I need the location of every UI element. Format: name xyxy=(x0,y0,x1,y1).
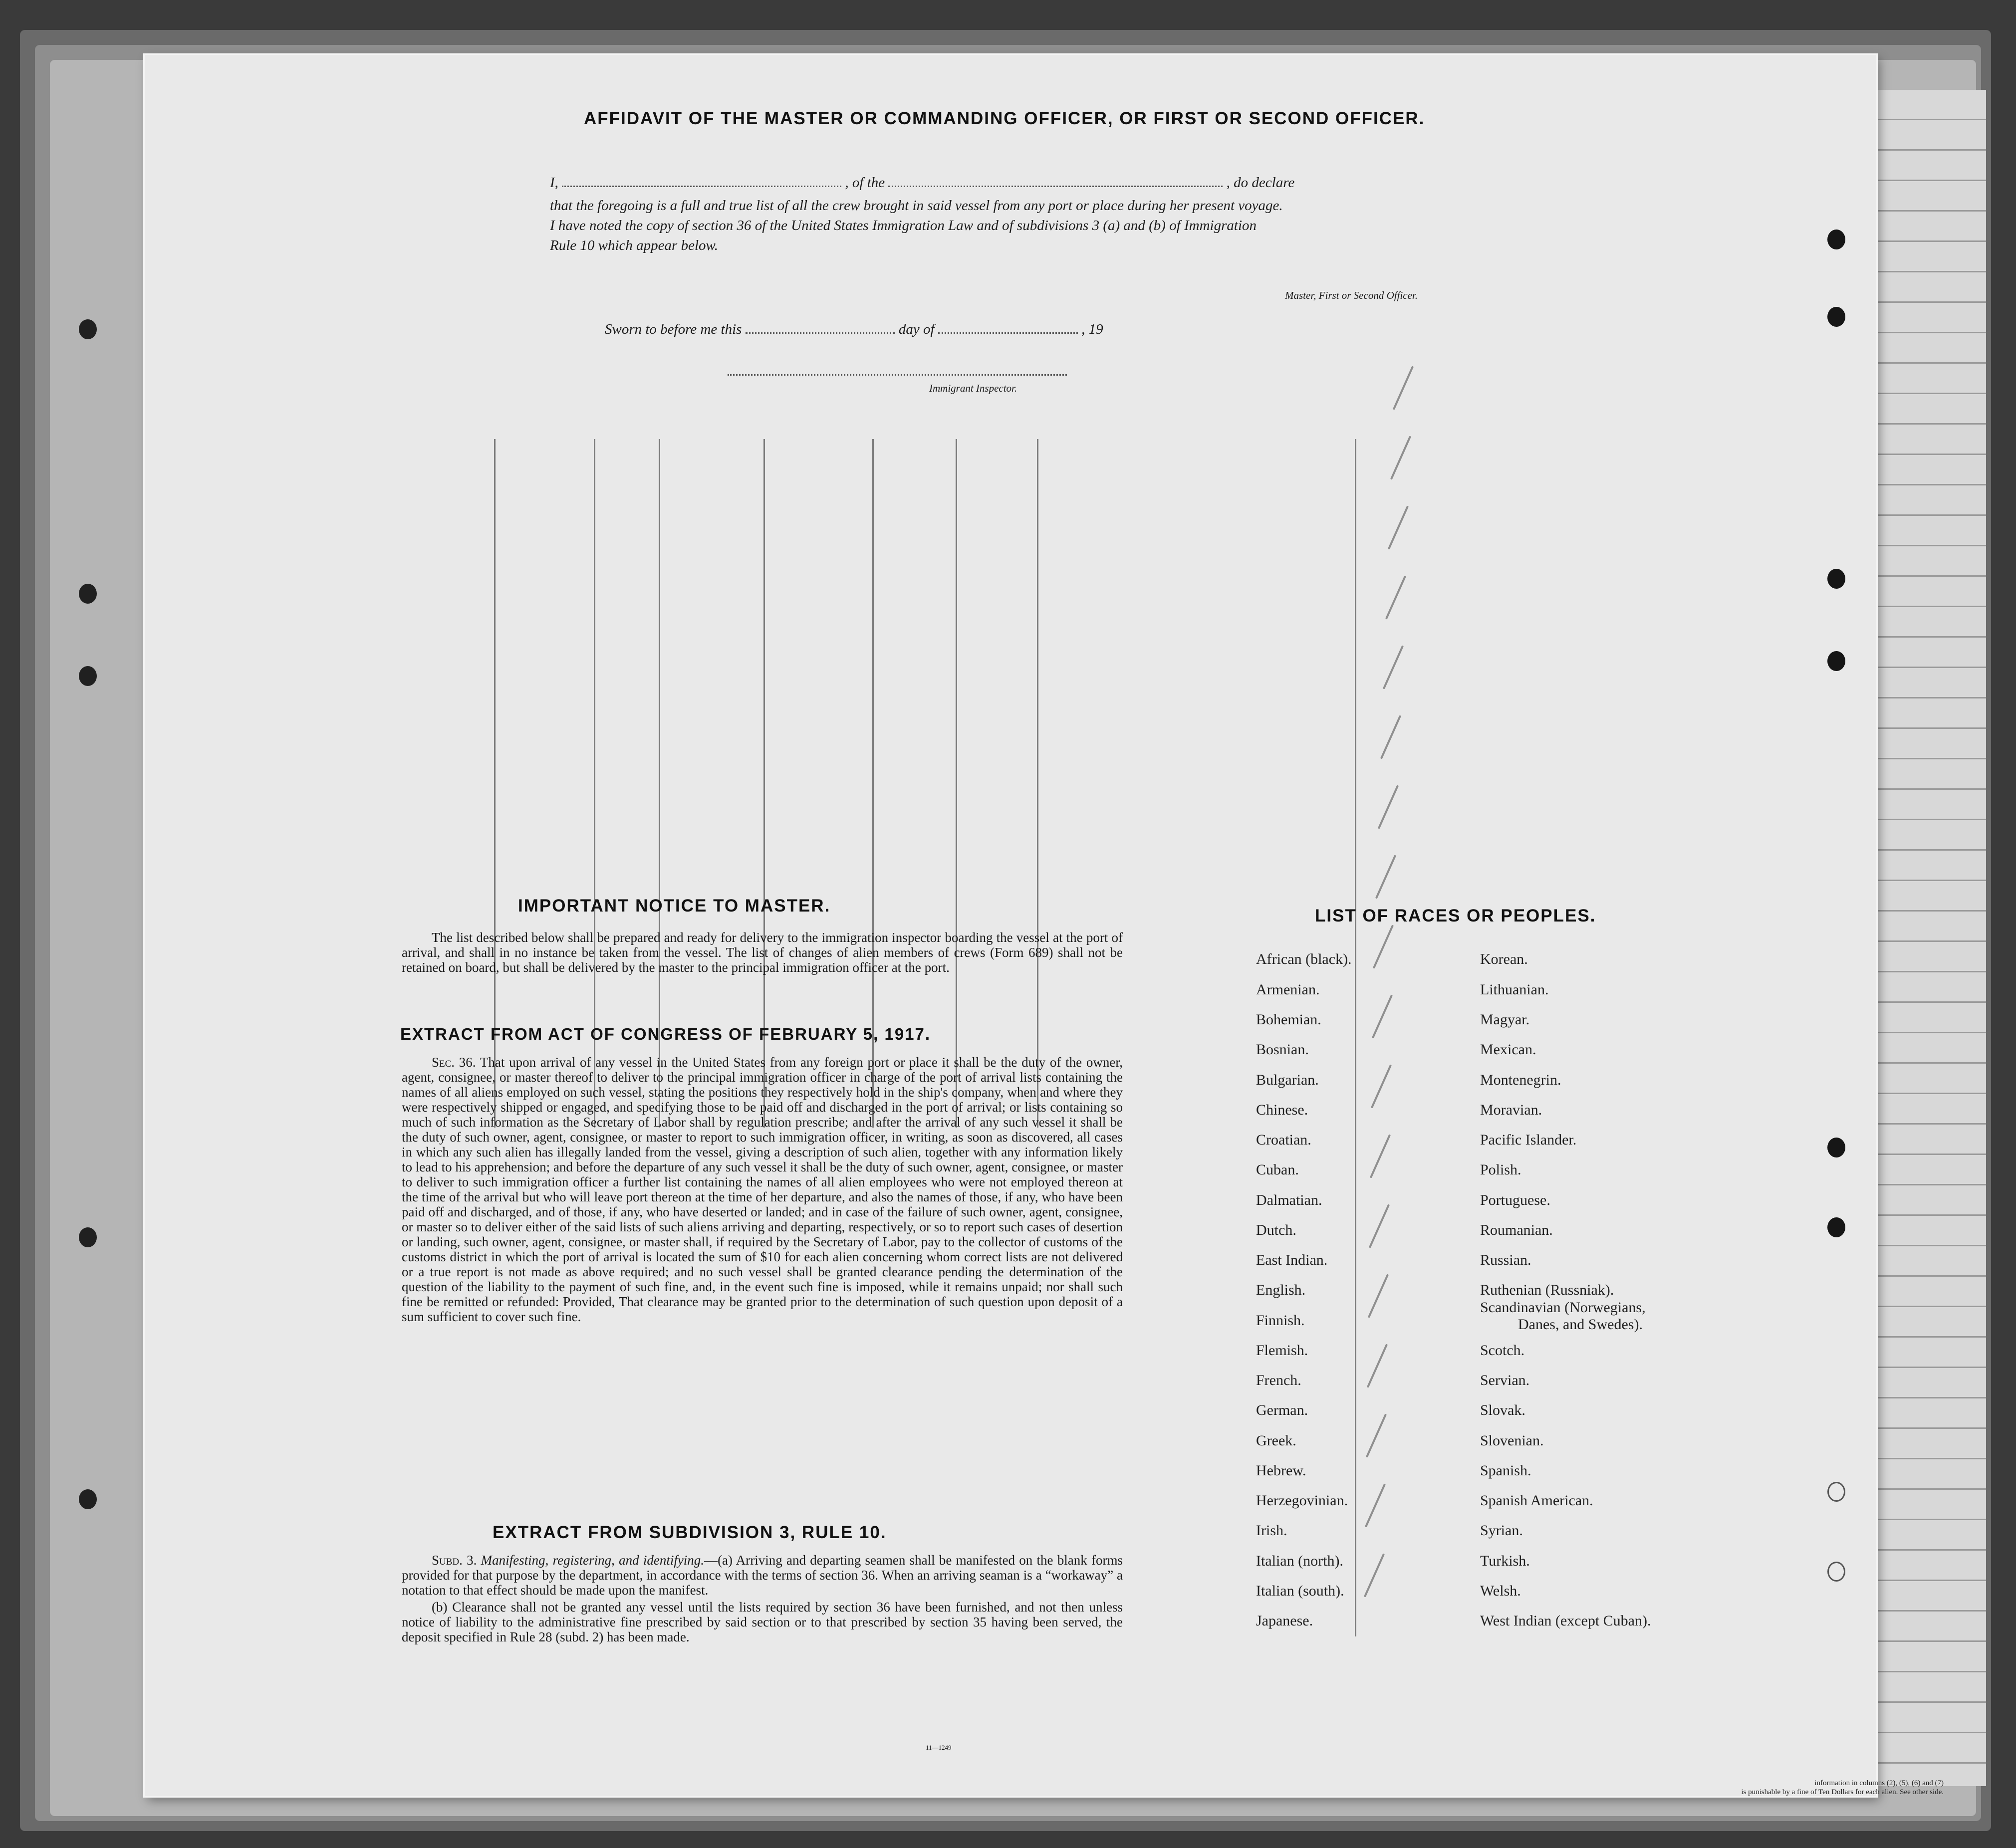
race-item: East Indian. xyxy=(1256,1252,1328,1268)
race-item: Turkish. xyxy=(1480,1553,1530,1569)
race-item: Moravian. xyxy=(1480,1102,1542,1118)
race-item: Italian (south). xyxy=(1256,1583,1344,1599)
manifest-page xyxy=(145,55,1876,1796)
race-item: Dalmatian. xyxy=(1256,1192,1322,1208)
race-item: Cuban. xyxy=(1256,1161,1299,1178)
race-item: African (black). xyxy=(1256,951,1352,967)
race-item: Ruthenian (Russniak). xyxy=(1480,1282,1614,1298)
column-rule xyxy=(763,439,765,1128)
master-signature-label: Master, First or Second Officer. xyxy=(1285,289,1418,301)
rule-title: EXTRACT FROM SUBDIVISION 3, RULE 10. xyxy=(493,1523,887,1542)
race-item: Greek. xyxy=(1256,1432,1296,1449)
year-label: , 19 xyxy=(1081,321,1103,337)
race-item: Italian (north). xyxy=(1256,1553,1343,1569)
race-item: Korean. xyxy=(1480,951,1528,967)
act-text-block xyxy=(402,1055,1123,1326)
column-rule xyxy=(1355,439,1356,1636)
race-item: Herzegovinian. xyxy=(1256,1492,1348,1509)
race-item: Bosnian. xyxy=(1256,1041,1309,1058)
punch-hole-reinforced xyxy=(1827,1482,1845,1502)
race-item: Roumanian. xyxy=(1480,1222,1553,1238)
race-item: Flemish. xyxy=(1256,1342,1308,1359)
race-item: Lithuanian. xyxy=(1480,981,1549,998)
race-item: English. xyxy=(1256,1282,1306,1298)
column-rule xyxy=(659,439,660,1128)
race-item: Syrian. xyxy=(1480,1522,1523,1539)
race-item: Magyar. xyxy=(1480,1011,1530,1028)
race-item: Dutch. xyxy=(1256,1222,1296,1238)
rule-para-b: (b) Clearance shall not be granted any vessel until the lists required by section 36 have been furnished, and not then unless notice of liability to the administrative fine prescribed by said section or to that prescribed by section 35 having been served, the deposit specified in Rule 28 (subd. 2) has been made. xyxy=(402,1600,1123,1644)
affidavit-title: AFFIDAVIT OF THE MASTER OR COMMANDING OFFICER, OR FIRST OR SECOND OFFICER. xyxy=(584,109,1425,128)
notice-text: The list described below shall be prepared and ready for delivery to the immigration inspector boarding the vessel at the port of arrival, and shall in no instance be taken from the vessel. The list of changes of alien members of crews (Form 689) shall not be retained on board, but shall be delivered by the master to the principal immigration officer at the port. xyxy=(402,930,1123,975)
race-item: Bohemian. xyxy=(1256,1011,1321,1028)
punch-hole xyxy=(1827,230,1845,249)
race-item: French. xyxy=(1256,1372,1301,1388)
race-item: Russian. xyxy=(1480,1252,1531,1268)
affidavit-i: I, xyxy=(550,175,558,191)
affidavit-body xyxy=(550,196,1283,255)
inspector-signature-line xyxy=(728,374,1067,376)
rule-text-block xyxy=(402,1553,1123,1646)
act-title: EXTRACT FROM ACT OF CONGRESS OF FEBRUARY 5, 1917. xyxy=(400,1025,931,1043)
master-name-blank[interactable] xyxy=(562,186,841,187)
race-item: Japanese. xyxy=(1256,1613,1313,1629)
race-item: Polish. xyxy=(1480,1161,1521,1178)
rule-para-a xyxy=(402,1553,1123,1598)
affidavit-line-2: I have noted the copy of section 36 of the United States Immigration Law and of subdivisions 3 (a) and (b) of Immigration xyxy=(550,218,1257,233)
race-item: Servian. xyxy=(1480,1372,1530,1388)
race-item-continuation: Danes, and Swedes). xyxy=(1518,1316,1643,1333)
form-number: 11—1249 xyxy=(926,1744,952,1751)
binder-hole xyxy=(79,1489,97,1509)
bottom-note-line-2: is punishable by a fine of Ten Dollars for each alien. See other side. xyxy=(1741,1788,1944,1796)
races-title: LIST OF RACES OR PEOPLES. xyxy=(1315,906,1596,925)
rule-para-a-text: —(a) Arriving and departing seamen shall be manifested on the blank forms provided for that purpose by the department, in accordance with the terms of section 36. When an arriving seaman is a “workaway” a notation to that effect should be made upon the manifest. xyxy=(402,1553,1123,1598)
race-item: Bulgarian. xyxy=(1256,1072,1319,1088)
race-item: Croatian. xyxy=(1256,1132,1311,1148)
binder-hole xyxy=(79,1227,97,1247)
race-item: Finnish. xyxy=(1256,1312,1305,1329)
binder-hole xyxy=(79,666,97,686)
race-item: Montenegrin. xyxy=(1480,1072,1561,1088)
column-rule xyxy=(872,439,874,1128)
bottom-note-line-1: information in columns (2), (5), (6) and (7) xyxy=(1814,1779,1944,1787)
race-item: Spanish. xyxy=(1480,1462,1531,1479)
column-rule xyxy=(1037,439,1038,1128)
affidavit-declaration-line xyxy=(550,175,1294,191)
race-item: Armenian. xyxy=(1256,981,1320,998)
bottom-note xyxy=(1395,1779,1944,1797)
race-item: Hebrew. xyxy=(1256,1462,1306,1479)
punch-hole xyxy=(1827,569,1845,589)
column-rule xyxy=(494,439,496,1128)
race-item: West Indian (except Cuban). xyxy=(1480,1613,1651,1629)
affidavit-line-1: that the foregoing is a full and true list of all the crew brought in said vessel from any port or place during her present voyage. xyxy=(550,198,1283,214)
binder-hole xyxy=(79,584,97,604)
race-item: Welsh. xyxy=(1480,1583,1521,1599)
binder-hole xyxy=(79,319,97,339)
column-rule xyxy=(594,439,595,1128)
punch-hole xyxy=(1827,1217,1845,1237)
race-item: German. xyxy=(1256,1402,1308,1418)
inspector-label: Immigrant Inspector. xyxy=(929,382,1017,394)
race-item: Irish. xyxy=(1256,1522,1287,1539)
rule-subd-label: Subd. 3. xyxy=(432,1553,477,1568)
punch-hole xyxy=(1827,1138,1845,1157)
race-item: Scandinavian (Norwegians, xyxy=(1480,1299,1646,1316)
affidavit-line-3: Rule 10 which appear below. xyxy=(550,237,718,253)
day-of-label: day of xyxy=(898,321,935,337)
rule-subd-heading: Manifesting, registering, and identifying. xyxy=(481,1553,705,1568)
notice-title: IMPORTANT NOTICE TO MASTER. xyxy=(518,896,831,916)
sworn-line xyxy=(605,321,1103,338)
race-item: Pacific Islander. xyxy=(1480,1132,1577,1148)
punch-hole-reinforced xyxy=(1827,1562,1845,1582)
sworn-label: Sworn to before me this xyxy=(605,321,742,337)
race-item: Mexican. xyxy=(1480,1041,1536,1058)
notice-text-block xyxy=(402,930,1123,977)
race-item: Slovenian. xyxy=(1480,1432,1544,1449)
column-rule xyxy=(956,439,957,1128)
act-section-label: Sec. 36. xyxy=(432,1055,476,1070)
affidavit-of-the: , of the xyxy=(845,175,885,191)
punch-hole xyxy=(1827,651,1845,671)
race-item: Portuguese. xyxy=(1480,1192,1550,1208)
race-item: Scotch. xyxy=(1480,1342,1525,1359)
act-section-paragraph xyxy=(402,1055,1123,1324)
race-item: Slovak. xyxy=(1480,1402,1525,1418)
affidavit-do-declare: , do declare xyxy=(1226,175,1295,191)
act-text: That upon arrival of any vessel in the United States from any foreign port or place it shall be the duty of the owner, agent, consignee, or master thereof to deliver to the principal immigration officer in charge of the port of arrival lists containing the names of all aliens employed on such vessel, stating the positions they respectively hold in the ship's company, when and where they were respectively shipped or engaged, and specifying those to be paid off and discharged in the port of arrival; or lists containing so much of such information as the Secretary of Labor shall by regulation prescribe; and after the arrival of any such vessel it shall be the duty of such owner, agent, consignee, or master to report to such immigration officer, in writing, as soon as discovered, all cases in which any such alien has illegally landed from the vessel, giving a description of such alien, together with any information likely to lead to his apprehension; and before the departure of any such vessel it shall be the duty of such owner, agent, consignee, or master to deliver to such immigration officer a further list containing the names of all alien employees who were not employed thereon at the time of the arrival but who will leave port thereon at the time of her departure, and also the names of those, if any, who have been paid off and discharged, and of those, if any, who have deserted or landed; and in case of the failure of such owner, agent, consignee, or master so to deliver either of the said lists of such aliens arriving and departing, respectively, or so to report such cases of desertion or landing, such owner, agent, consignee, or master shall, if required by the Secretary of Labor, pay to the collector of customs of the customs district in which the port of arrival is located the sum of $10 for each alien concerning whom correct lists are not delivered or a true report is not made as above required; and no such vessel shall be granted clearance pending the determination of the question of the liability to the payment of such fine, and, in the event such fine is imposed, while it remains unpaid; nor shall such fine be remitted or refunded: Provided, That clearance may be granted prior to the determination of such question upon deposit of a sum sufficient to cover such fine. xyxy=(402,1055,1123,1324)
punch-hole xyxy=(1827,307,1845,327)
race-item: Chinese. xyxy=(1256,1102,1308,1118)
race-item: Spanish American. xyxy=(1480,1492,1593,1509)
sworn-day-blank[interactable] xyxy=(746,332,895,334)
sworn-month-blank[interactable] xyxy=(938,332,1078,334)
vessel-name-blank[interactable] xyxy=(888,186,1223,187)
